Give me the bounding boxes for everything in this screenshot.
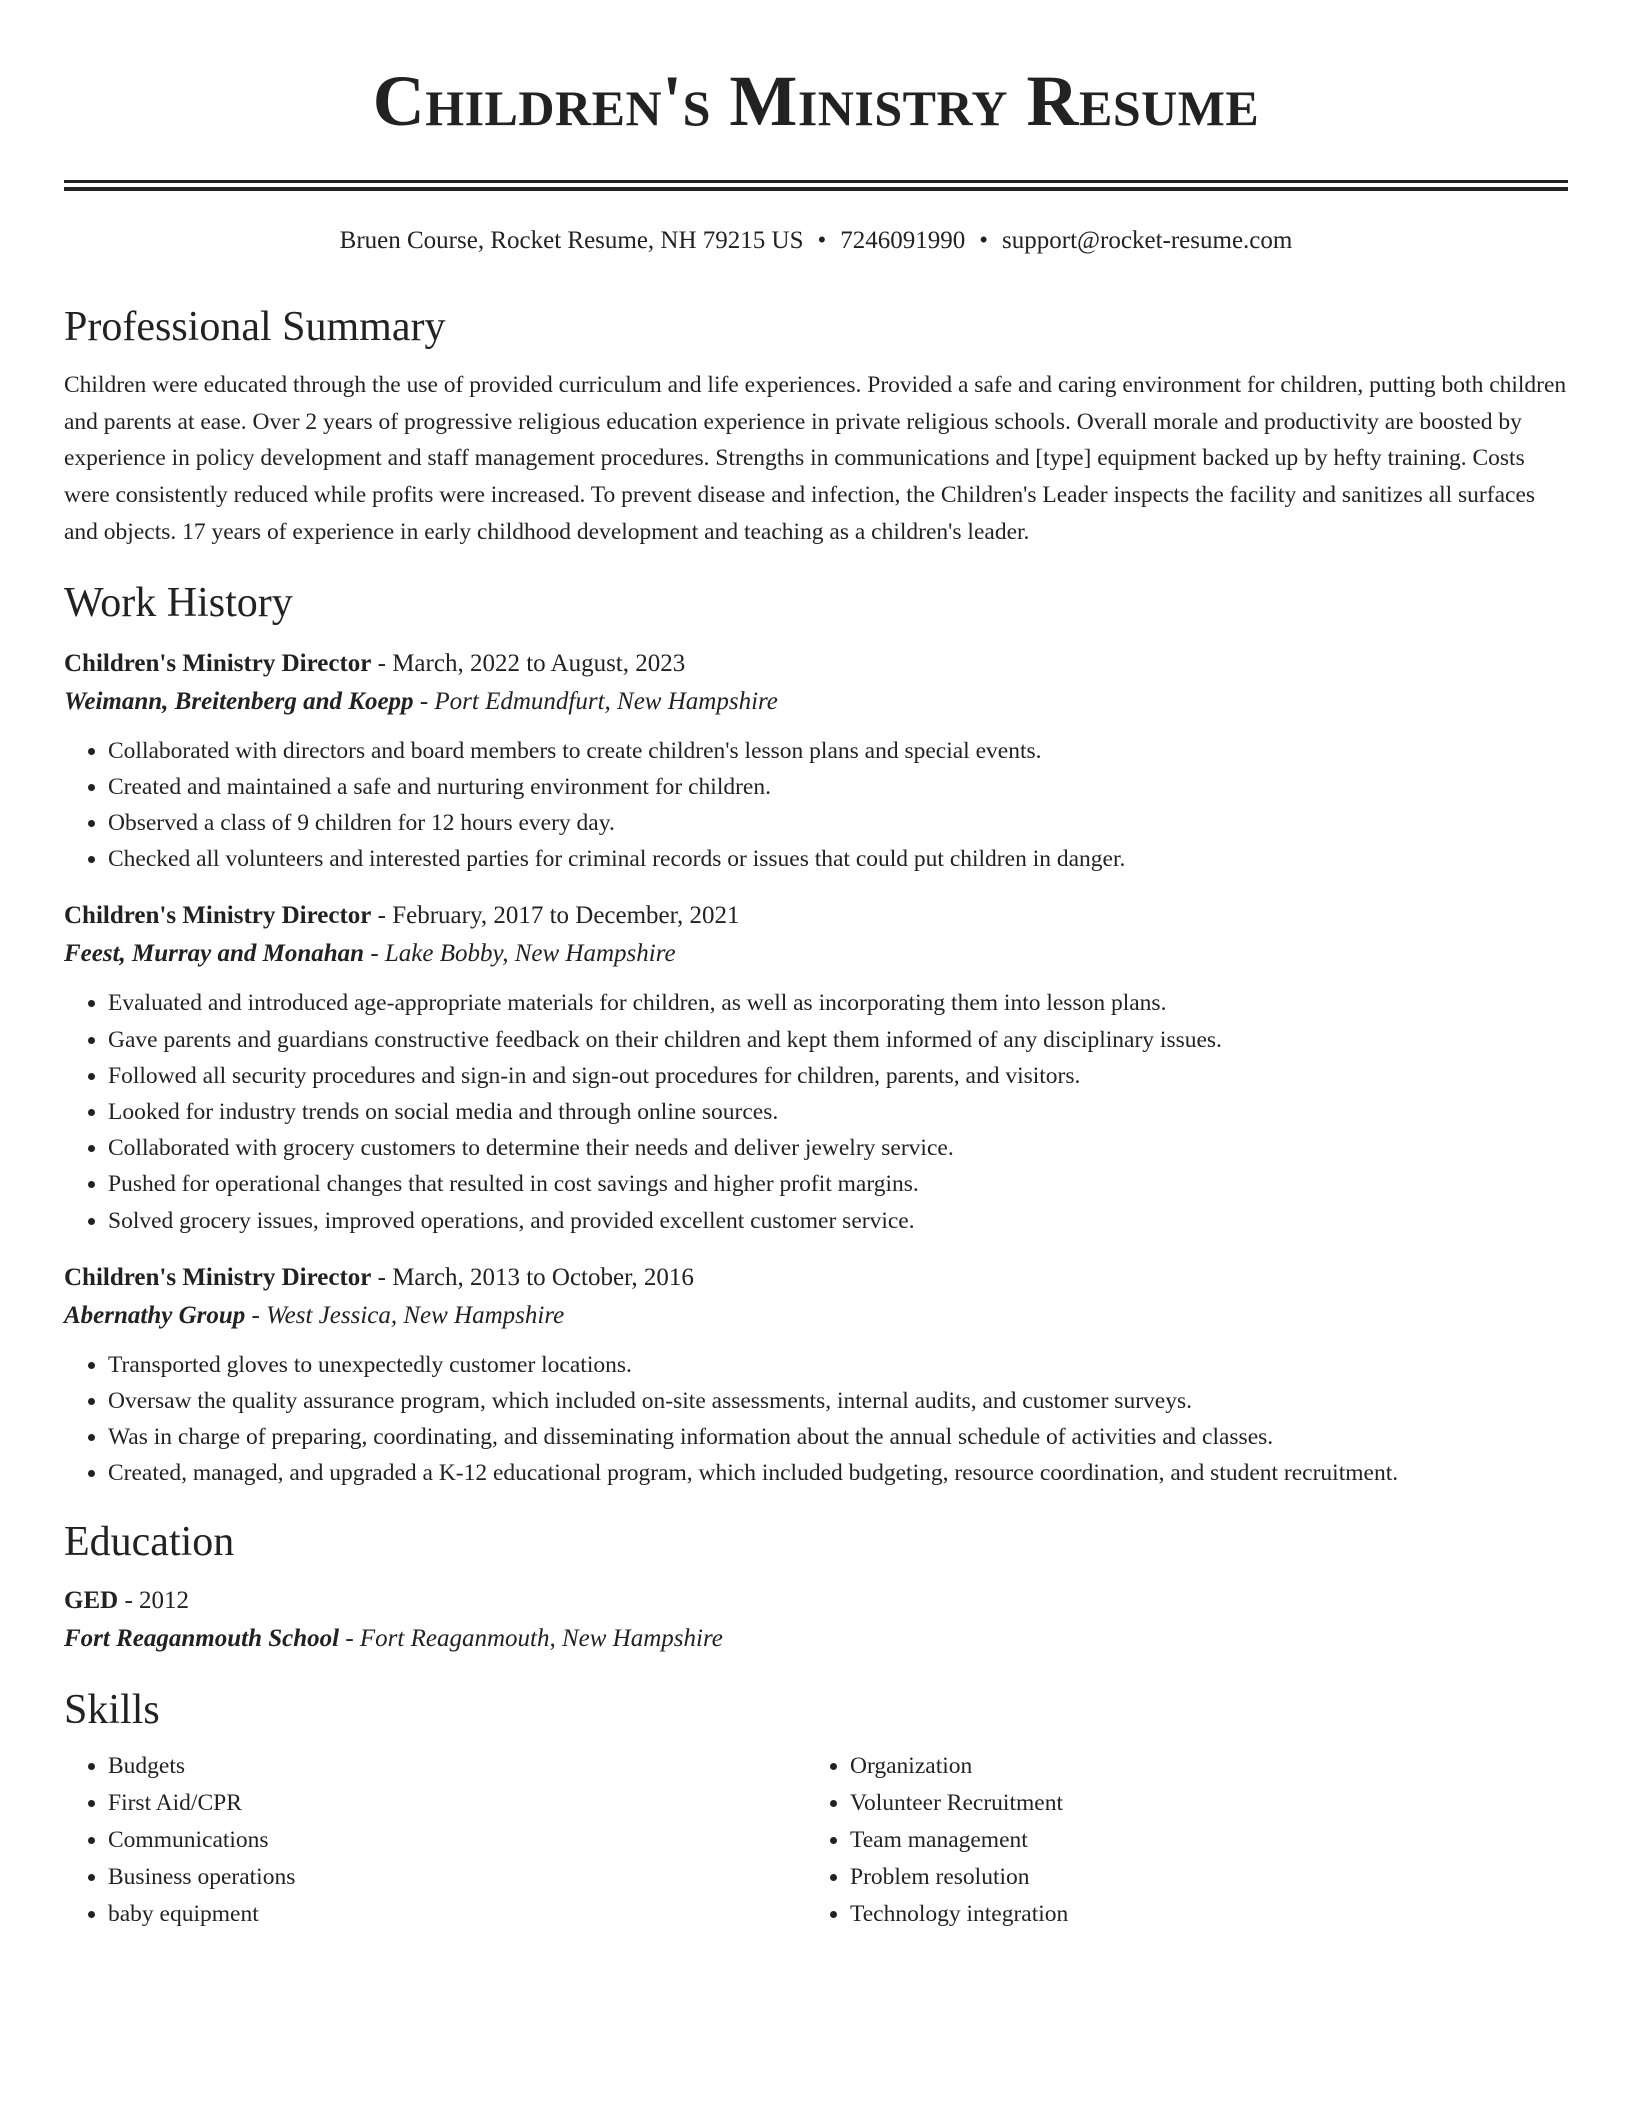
job-header	[64, 897, 1568, 935]
summary-heading: Professional Summary	[64, 304, 446, 350]
job-duty: • Observed a class of 9 children for 12 hours every day.	[108, 805, 1568, 841]
job-title: Children's Ministry Director	[64, 1263, 372, 1291]
job-duty: • Looked for industry trends on social media and through online sources.	[108, 1094, 1568, 1130]
contact-separator: •	[817, 227, 827, 254]
job-duty: • Collaborated with directors and board members to create children's lesson plans and special events.	[108, 733, 1568, 769]
skill-item: • Business operations	[108, 1859, 806, 1896]
job-dates: - March, 2022 to August, 2023	[371, 649, 686, 677]
job-duty: • Solved grocery issues, improved operations, and provided excellent customer service.	[108, 1203, 1568, 1239]
contact-phone: 7246091990	[840, 227, 966, 254]
employer-line	[64, 683, 1568, 721]
job-duty: • Transported gloves to unexpectedly customer locations.	[108, 1347, 1568, 1383]
job-duty: • Pushed for operational changes that resulted in cost savings and higher profit margins.	[108, 1166, 1568, 1202]
title-divider	[64, 180, 1568, 191]
job-entry	[64, 897, 1568, 1238]
job-header	[64, 1259, 1568, 1297]
school-name: Fort Reaganmouth School	[64, 1624, 340, 1652]
job-entry	[64, 645, 1568, 878]
skills-grid	[64, 1748, 1568, 1933]
contact-email: support@rocket-resume.com	[1002, 227, 1293, 254]
skill-item: • Budgets	[108, 1748, 806, 1785]
job-title: Children's Ministry Director	[64, 649, 372, 677]
skills-column-left	[64, 1748, 806, 1933]
summary-text: Children were educated through the use of provided curriculum and life experiences. Provided a safe and caring environment for children, putting both children and parents at ease. Over 2 years of progressive religious education experience in private religious schools. Overall morale and productivity are boosted by experience in policy development and staff management procedures. Strengths in communications and [type] equipment backed up by hefty training. Costs were consistently reduced while profits were increased. To prevent disease and infection, the Children's Leader inspects the facility and sanitizes all surfaces and objects. 17 years of experience in early childhood development and teaching as a children's leader.	[64, 372, 1567, 545]
job-duty: • Evaluated and introduced age-appropriate materials for children, as well as incorporating them into lesson plans.	[108, 985, 1568, 1021]
resume-title: Children's Ministry Resume	[372, 61, 1260, 141]
employer-name: Feest, Murray and Monahan	[64, 940, 365, 968]
job-duty: • Gave parents and guardians constructive feedback on their children and kept them informed of any disciplinary issues.	[108, 1022, 1568, 1058]
degree-year: - 2012	[118, 1586, 190, 1614]
job-duties	[64, 733, 1568, 878]
employer-location: - Port Edmundfurt, New Hampshire	[413, 687, 778, 715]
school-location: - Fort Reaganmouth, New Hampshire	[339, 1624, 723, 1652]
skill-item: • Technology integration	[850, 1896, 1548, 1933]
contact-line	[64, 225, 1568, 257]
employer-line	[64, 935, 1568, 973]
skill-item: • Organization	[850, 1748, 1548, 1785]
job-duty: • Was in charge of preparing, coordinating, and disseminating information about the annual schedule of activities and classes.	[108, 1419, 1568, 1455]
job-title: Children's Ministry Director	[64, 902, 372, 930]
employer-location: - Lake Bobby, New Hampshire	[364, 940, 676, 968]
contact-separator: •	[979, 227, 989, 254]
skill-item: • First Aid/CPR	[108, 1785, 806, 1822]
job-duty: • Collaborated with grocery customers to determine their needs and deliver jewelry service.	[108, 1130, 1568, 1166]
school-line	[64, 1620, 1568, 1658]
employer-location: - West Jessica, New Hampshire	[245, 1301, 565, 1329]
job-entry	[64, 1259, 1568, 1492]
employer-line	[64, 1297, 1568, 1335]
work-history-heading: Work History	[64, 579, 293, 626]
skill-item: • baby equipment	[108, 1896, 806, 1933]
skills-column-right	[806, 1748, 1548, 1933]
skill-item: • Problem resolution	[850, 1859, 1548, 1896]
job-duty: • Oversaw the quality assurance program, which included on-site assessments, internal audits, and customer surveys.	[108, 1383, 1568, 1419]
job-dates: - March, 2013 to October, 2016	[371, 1263, 694, 1291]
job-duty: • Created and maintained a safe and nurturing environment for children.	[108, 769, 1568, 805]
degree-line	[64, 1582, 1568, 1620]
employer-name: Abernathy Group	[64, 1301, 246, 1329]
job-duty: • Followed all security procedures and sign-in and sign-out procedures for children, parents, and visitors.	[108, 1058, 1568, 1094]
skill-item: • Team management	[850, 1822, 1548, 1859]
skill-item: • Volunteer Recruitment	[850, 1785, 1548, 1822]
contact-address: Bruen Course, Rocket Resume, NH 79215 US	[339, 227, 804, 254]
job-header	[64, 645, 1568, 683]
job-duty: • Created, managed, and upgraded a K-12 educational program, which included budgeting, resource coordination, and student recruitment.	[108, 1455, 1568, 1491]
education-entry	[64, 1582, 1568, 1658]
degree-name: GED	[64, 1586, 119, 1614]
skills-heading: Skills	[64, 1686, 160, 1733]
education-heading: Education	[64, 1518, 235, 1565]
job-duties	[64, 985, 1568, 1238]
employer-name: Weimann, Breitenberg and Koepp	[64, 687, 414, 715]
job-dates: - February, 2017 to December, 2021	[371, 902, 740, 930]
job-duties	[64, 1347, 1568, 1492]
skill-item: • Communications	[108, 1822, 806, 1859]
job-duty: • Checked all volunteers and interested parties for criminal records or issues that could put children in danger.	[108, 841, 1568, 877]
